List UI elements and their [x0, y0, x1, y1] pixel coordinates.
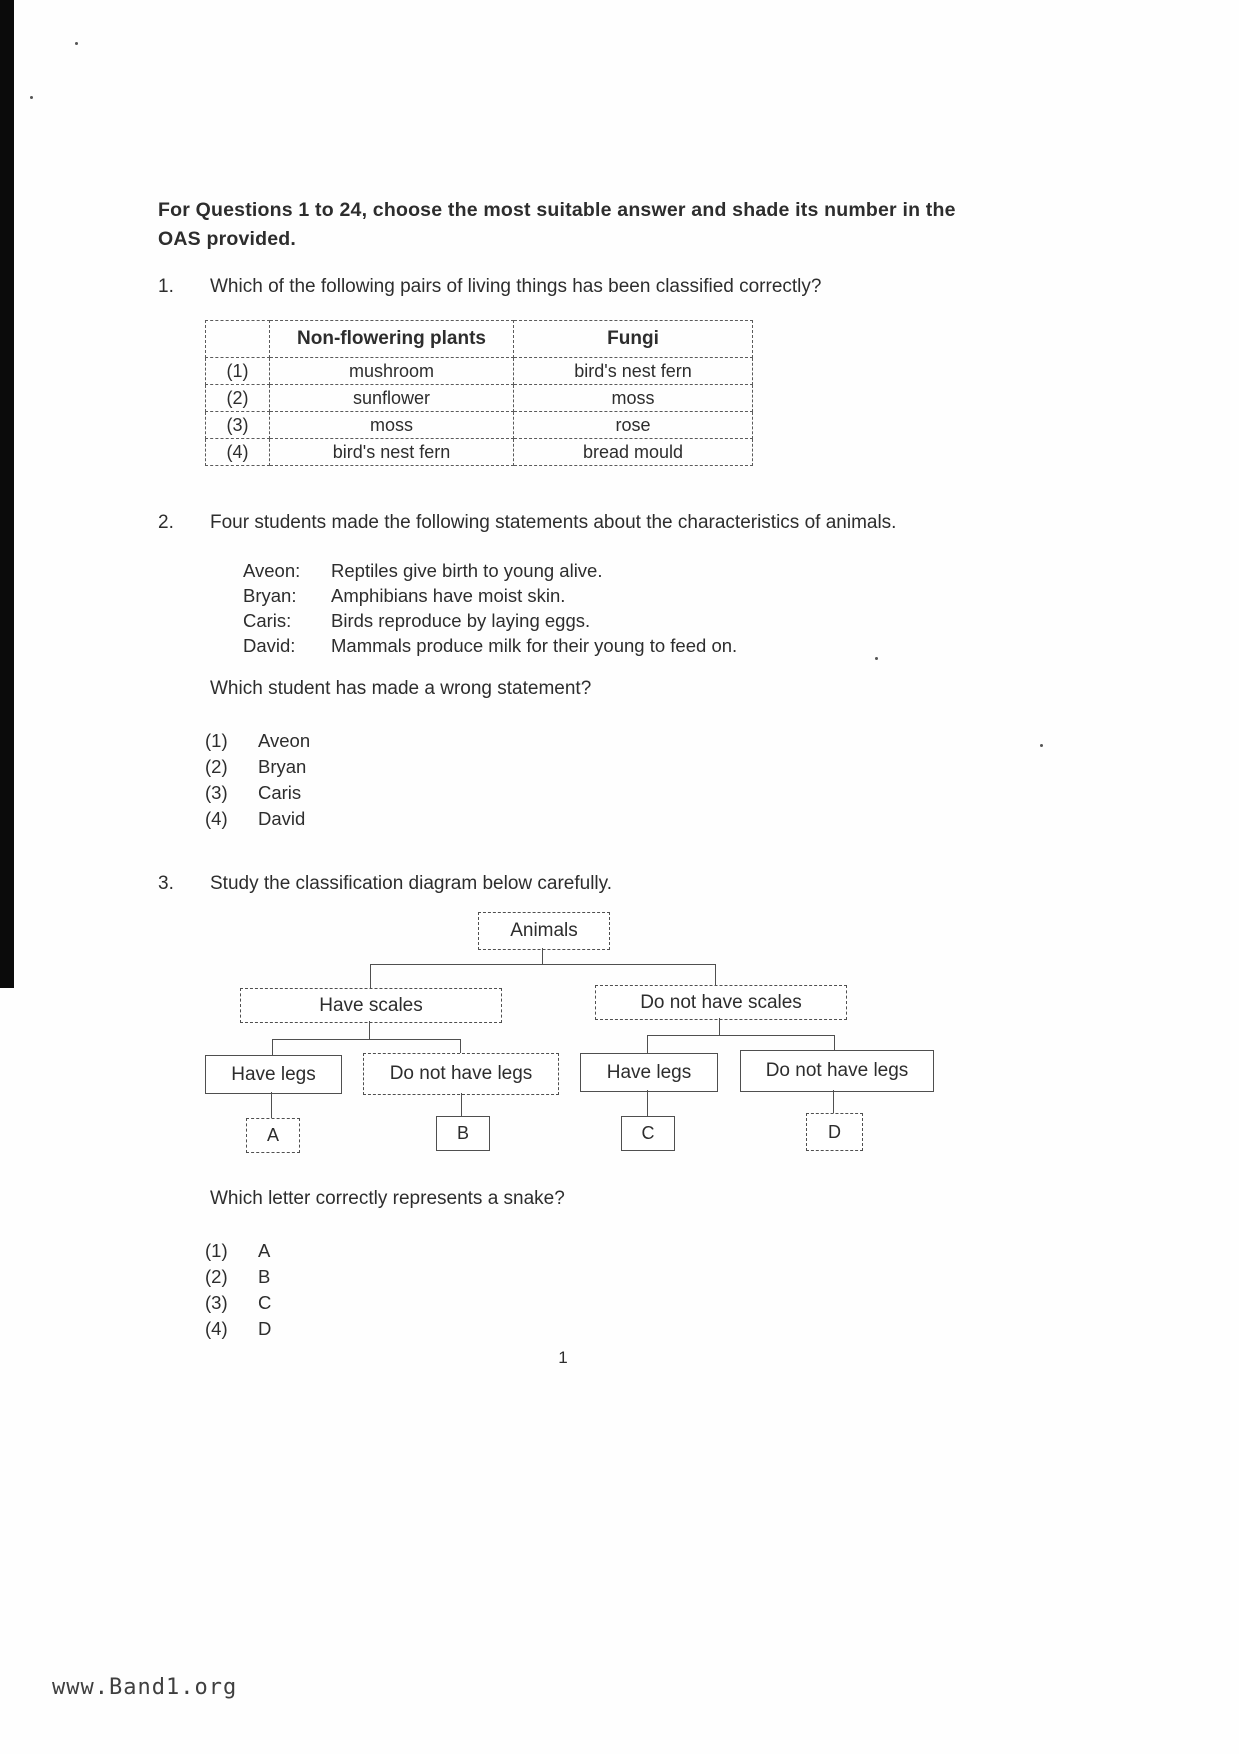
connector-line: [647, 1090, 648, 1116]
student-name: Bryan:: [243, 585, 297, 606]
connector-line: [370, 964, 371, 988]
fungi-cell: moss: [514, 385, 753, 412]
diagram-have-legs-left-box: Have legs: [205, 1055, 342, 1094]
diagram-root-box: Animals: [478, 912, 610, 950]
statement-row: [243, 558, 1003, 583]
q1-text: Which of the following pairs of living things has been classified correctly?: [210, 276, 822, 297]
diagram-leaf-b: B: [436, 1116, 490, 1151]
connector-line: [370, 964, 716, 965]
option-number: (2): [205, 1266, 228, 1287]
q3-question: Which letter correctly represents a snake?: [210, 1188, 565, 1209]
option-number-cell: (3): [206, 412, 270, 439]
table-row: [206, 385, 753, 412]
scan-speck: [1040, 744, 1043, 747]
q3-number: 3.: [158, 873, 174, 894]
table-header-row: [206, 321, 753, 358]
table-header-plants: Non-flowering plants: [270, 321, 514, 358]
statement-row: [243, 608, 1003, 633]
diagram-have-legs-right-box: Have legs: [580, 1053, 718, 1092]
option-number: (3): [205, 1292, 228, 1313]
option-row: [205, 728, 310, 754]
diagram-leaf-c: C: [621, 1116, 675, 1151]
q3-options: [205, 1238, 271, 1342]
q1-classification-table: [205, 320, 753, 466]
classification-diagram: [0, 903, 1239, 1168]
diagram-leaf-d: D: [806, 1113, 863, 1151]
q2-statements: [243, 558, 1003, 658]
scan-speck: [75, 42, 78, 45]
connector-line: [461, 1093, 462, 1116]
option-label: Aveon: [258, 730, 311, 751]
statement-text: Birds reproduce by laying eggs.: [331, 610, 591, 631]
table-corner-cell: [206, 321, 270, 358]
diagram-have-scales-box: Have scales: [240, 988, 502, 1023]
scan-speck: [30, 96, 33, 99]
option-label: David: [258, 808, 306, 829]
option-number-cell: (4): [206, 439, 270, 466]
diagram-no-scales-box: Do not have scales: [595, 985, 847, 1020]
connector-line: [834, 1035, 835, 1050]
diagram-leaf-a: A: [246, 1118, 300, 1153]
statement-row: [243, 633, 1003, 658]
plant-cell: sunflower: [270, 385, 514, 412]
option-row: [205, 1316, 271, 1342]
option-number: (3): [205, 782, 228, 803]
connector-line: [715, 964, 716, 985]
statement-text: Mammals produce milk for their young to feed on.: [331, 635, 738, 656]
option-row: [205, 1238, 271, 1264]
connector-line: [369, 1021, 370, 1039]
option-number: (4): [205, 1318, 228, 1339]
statement-text: Amphibians have moist skin.: [331, 585, 566, 606]
option-row: [205, 1290, 271, 1316]
student-name: Caris:: [243, 610, 292, 631]
option-number: (2): [205, 756, 228, 777]
connector-line: [648, 1035, 835, 1036]
option-number-cell: (2): [206, 385, 270, 412]
student-name: Aveon:: [243, 560, 301, 581]
fungi-cell: bread mould: [514, 439, 753, 466]
q2-options: [205, 728, 310, 832]
option-row: [205, 1264, 271, 1290]
plant-cell: mushroom: [270, 358, 514, 385]
diagram-no-legs-left-box: Do not have legs: [363, 1053, 559, 1095]
table-row: [206, 412, 753, 439]
option-row: [205, 754, 310, 780]
connector-line: [542, 948, 543, 964]
diagram-no-legs-right-box: Do not have legs: [740, 1050, 934, 1092]
student-name: David:: [243, 635, 296, 656]
option-label: A: [258, 1240, 271, 1261]
table-row: [206, 358, 753, 385]
option-row: [205, 806, 310, 832]
table-header-fungi: Fungi: [514, 321, 753, 358]
option-label: B: [258, 1266, 271, 1287]
page-number: 1: [558, 1348, 568, 1367]
statement-row: [243, 583, 1003, 608]
plant-cell: bird's nest fern: [270, 439, 514, 466]
option-number-cell: (1): [206, 358, 270, 385]
connector-line: [272, 1039, 273, 1055]
watermark-url: www.Band1.org: [52, 1675, 238, 1700]
option-label: C: [258, 1292, 272, 1313]
option-label: Caris: [258, 782, 302, 803]
option-label: D: [258, 1318, 272, 1339]
connector-line: [272, 1039, 461, 1040]
q2-text: Four students made the following statements about the characteristics of animals.: [210, 512, 897, 533]
table-row: [206, 439, 753, 466]
connector-line: [719, 1018, 720, 1035]
statement-text: Reptiles give birth to young alive.: [331, 560, 603, 581]
connector-line: [833, 1090, 834, 1113]
q2-number: 2.: [158, 512, 174, 533]
option-row: [205, 780, 310, 806]
option-number: (4): [205, 808, 228, 829]
fungi-cell: bird's nest fern: [514, 358, 753, 385]
option-number: (1): [205, 1240, 228, 1261]
fungi-cell: rose: [514, 412, 753, 439]
plant-cell: moss: [270, 412, 514, 439]
q2-question: Which student has made a wrong statement?: [210, 678, 592, 699]
connector-line: [647, 1035, 648, 1053]
scan-artifact-bar: [0, 0, 14, 988]
exam-instructions: For Questions 1 to 24, choose the most suitable answer and shade its number in the OAS provided.: [158, 199, 956, 250]
connector-line: [271, 1092, 272, 1118]
q3-text: Study the classification diagram below carefully.: [210, 873, 613, 894]
q1-number: 1.: [158, 276, 174, 297]
option-label: Bryan: [258, 756, 307, 777]
option-number: (1): [205, 730, 228, 751]
